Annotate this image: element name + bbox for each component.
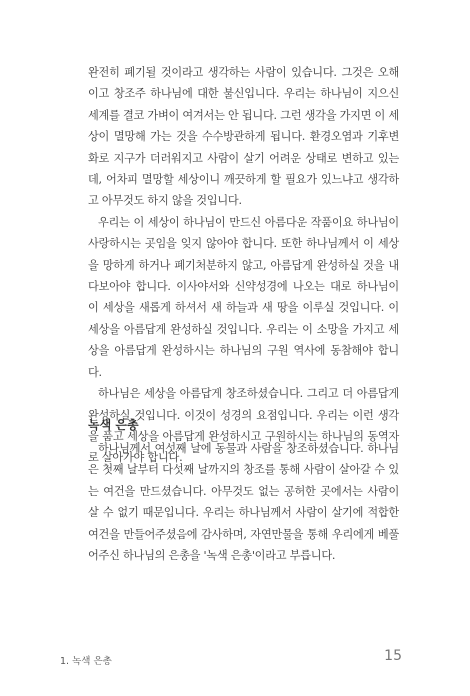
section-heading: 녹색 은총 (88, 418, 139, 432)
body-text-section (88, 438, 399, 566)
page-number: 15 (384, 648, 402, 664)
paragraph: 하나님께서 여섯째 날에 동물과 사람을 창조하셨습니다. 하나님은 첫째 날부터 다섯째 날까지의 창조를 통해 사람이 살아갈 수 있는 여건을 만드셨습니다. 아무것도 없는 공허한 곳에서는 사람이 살 수 없기 때문입니다. 우리는 하나님께서 사람이 살기에 적합한 여건을 만들어주셨음에 감사하며, 자연만물을 통해 우리에게 베풀어주신 하나님의 은총을 '녹색 은총'이라고 부릅니다. (88, 442, 399, 563)
body-text-top (88, 62, 399, 469)
paragraph: 우리는 이 세상이 하나님이 만드신 아름다운 작품이요 하나님이 사랑하시는 곳임을 잊지 않아야 합니다. 또한 하나님께서 이 세상을 망하게 하거나 폐기처분하지 않고, 아름답게 완성하실 것을 내다보아야 합니다. 이사야서와 신약성경에 나오는 대로 하나님이 이 세상을 새롭게 하셔서 새 하늘과 새 땅을 이루실 것입니다. 이 세상을 아름답게 완성하실 것입니다. 우리는 이 소망을 가지고 세상을 아름답게 완성하시는 하나님의 구원 역사에 동참해야 합니다. (88, 215, 399, 379)
running-footer-section: 1. 녹색 은총 (60, 656, 112, 667)
paragraph: 하나님은 세상을 아름답게 창조하셨습니다. 그리고 더 아름답게 완성하실 것입니다. 이것이 성경의 요점입니다. 우리는 이런 생각을 품고 세상을 아름답게 완성하시고 구원하시는 하나님의 동역자로 살아가야 합니다. (88, 387, 399, 465)
paragraph: 완전히 폐기될 것이라고 생각하는 사람이 있습니다. 그것은 오해이고 창조주 하나님에 대한 불신입니다. 우리는 하나님이 지으신 세계를 결코 가벼이 여겨서는 안 됩니다. 그런 생각을 가지면 이 세상이 멸망해 가는 것을 수수방관하게 됩니다. 환경오염과 기후변화로 지구가 더러워지고 사람이 살기 어려운 상태로 변하고 있는데, 어차피 멸망할 세상이니 깨끗하게 할 필요가 있느냐고 생각하고 아무것도 하지 않을 것입니다. (88, 66, 399, 208)
